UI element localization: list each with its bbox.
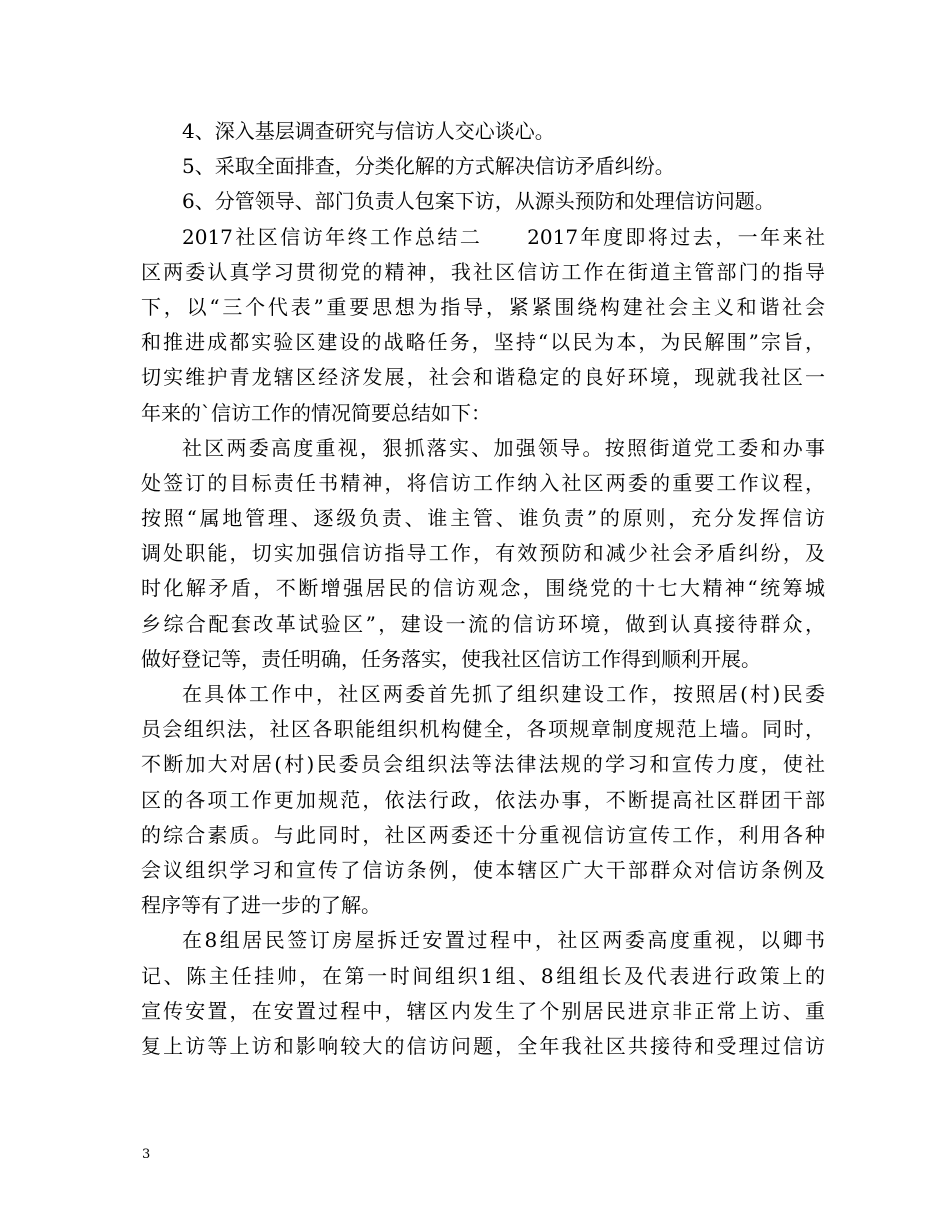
text-line: 不断加大对居(村)民委员会组织法等法律法规的学习和宣传力度，使社 <box>141 752 825 777</box>
text-line: 按照“属地管理、逐级负责、谁主管、谁负责”的原则，充分发挥信访 <box>141 506 825 531</box>
text-line: 记、陈主任挂帅，在第一时间组织1组、8组组长及代表进行政策上的 <box>141 963 825 988</box>
text-line: 在具体工作中，社区两委首先抓了组织建设工作，按照居(村)民委 <box>182 682 825 706</box>
text-line: 2017社区信访年终工作总结二 2017年度即将过去，一年来社 <box>182 224 825 249</box>
text-line: 社区两委高度重视，狠抓落实、加强领导。按照街道党工委和办事 <box>182 435 825 460</box>
text-line: 区两委认真学习贯彻党的精神，我社区信访工作在街道主管部门的指导 <box>141 259 825 284</box>
text-line: 和推进成都实验区建设的战略任务，坚持“以民为本，为民解围”宗旨， <box>141 330 825 355</box>
text-line: 4、深入基层调查研究与信访人交心谈心。 <box>182 119 555 143</box>
text-line: 时化解矛盾，不断增强居民的信访观念，围绕党的十七大精神“统筹城 <box>141 576 825 601</box>
text-line: 处签订的目标责任书精神，将信访工作纳入社区两委的重要工作议程， <box>141 470 825 495</box>
text-line: 5、采取全面排查，分类化解的方式解决信访矛盾纠纷。 <box>182 154 675 179</box>
text-line: 6、分管领导、部门负责人包案下访，从源头预防和处理信访问题。 <box>182 189 775 214</box>
text-line: 宣传安置，在安置过程中，辖区内发生了个别居民进京非正常上访、重 <box>141 998 825 1023</box>
document-body <box>141 114 825 1064</box>
text-line: 员会组织法，社区各职能组织机构健全，各项规章制度规范上墙。同时， <box>141 717 825 742</box>
text-line: 下，以“三个代表”重要思想为指导，紧紧围绕构建社会主义和谐社会 <box>141 294 825 319</box>
text-line: 切实维护青龙辖区经济发展，社会和谐稳定的良好环境，现就我社区一 <box>141 365 825 390</box>
page-number: 3 <box>142 1147 151 1162</box>
text-line: 区的各项工作更加规范，依法行政，依法办事，不断提高社区群团干部 <box>141 787 825 812</box>
text-line: 在8组居民签订房屋拆迁安置过程中，社区两委高度重视，以卿书 <box>182 928 825 953</box>
text-line: 程序等有了进一步的了解。 <box>141 893 381 918</box>
text-line: 的综合素质。与此同时，社区两委还十分重视信访宣传工作，利用各种 <box>141 822 825 847</box>
text-line: 复上访等上访和影响较大的信访问题，全年我社区共接待和受理过信访 <box>141 1033 825 1058</box>
text-line: 调处职能，切实加强信访指导工作，有效预防和减少社会矛盾纠纷，及 <box>141 541 825 566</box>
text-line: 年来的`信访工作的情况简要总结如下： <box>141 400 491 425</box>
text-line: 乡综合配套改革试验区”，建设一流的信访环境，做到认真接待群众， <box>141 611 825 636</box>
text-line: 会议组织学习和宣传了信访条例，使本辖区广大干部群众对信访条例及 <box>141 857 825 882</box>
text-line: 做好登记等，责任明确，任务落实，使我社区信访工作得到顺利开展。 <box>141 646 761 671</box>
